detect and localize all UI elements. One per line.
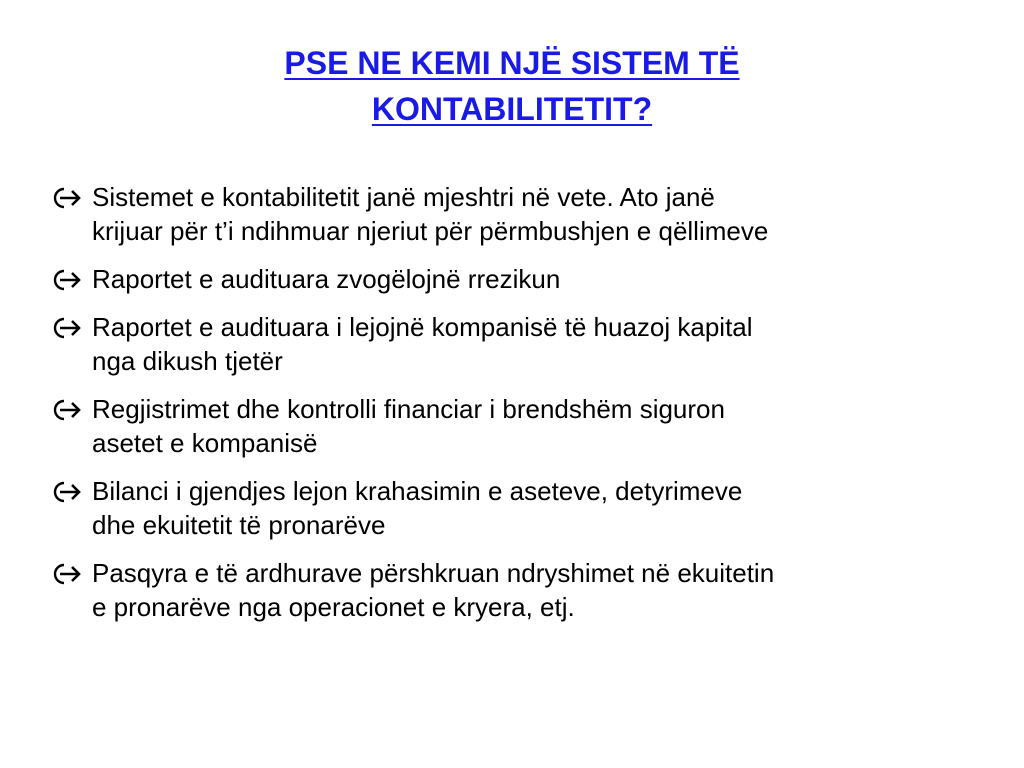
bullet-text-line1: Raportet e audituara i lejojnë kompanisë të huazoj kapital: [92, 312, 753, 342]
bullet-text-line1: Regjistrimet dhe kontrolli financiar i brendshëm siguron: [92, 394, 725, 424]
slide-title-line1: PSE NE KEMI NJË SISTEM TË: [284, 45, 740, 81]
bullet-text-line2: e pronarëve nga operacionet e kryera, etj.: [92, 592, 575, 622]
slide-title: [100, 40, 924, 132]
circled-right-arrow-icon: [52, 186, 82, 210]
bullet-text-line2: krijuar për t’i ndihmuar njeriut për përmbushjen e qëllimeve: [92, 216, 769, 246]
bullet-text-line1: Bilanci i gjendjes lejon krahasimin e aseteve, detyrimeve: [92, 476, 743, 506]
circled-right-arrow-icon: [52, 480, 82, 504]
bullet-item: [52, 392, 1002, 460]
bullet-text-line2: nga dikush tjetër: [92, 346, 283, 376]
bullet-item: [52, 180, 1002, 248]
bullet-text-line2: dhe ekuitetit të pronarëve: [92, 510, 386, 540]
slide-title-line2: KONTABILITETIT?: [371, 91, 653, 127]
bullet-text-line2: asetet e kompanisë: [92, 428, 318, 458]
bullet-text-line1: Pasqyra e të ardhurave përshkruan ndryshimet në ekuitetin: [92, 558, 775, 588]
circled-right-arrow-icon: [52, 562, 82, 586]
bullet-text-line1: Sistemet e kontabilitetit janë mjeshtri në vete. Ato janë: [92, 182, 715, 212]
bullet-item: [52, 474, 1002, 542]
circled-right-arrow-icon: [52, 398, 82, 422]
bullet-item: [52, 310, 1002, 378]
circled-right-arrow-icon: [52, 268, 82, 292]
bullet-list: [52, 180, 1002, 638]
bullet-text-line1: Raportet e audituara zvogëlojnë rrezikun: [92, 264, 561, 294]
bullet-item: [52, 556, 1002, 624]
circled-right-arrow-icon: [52, 316, 82, 340]
bullet-item: [52, 262, 1002, 296]
